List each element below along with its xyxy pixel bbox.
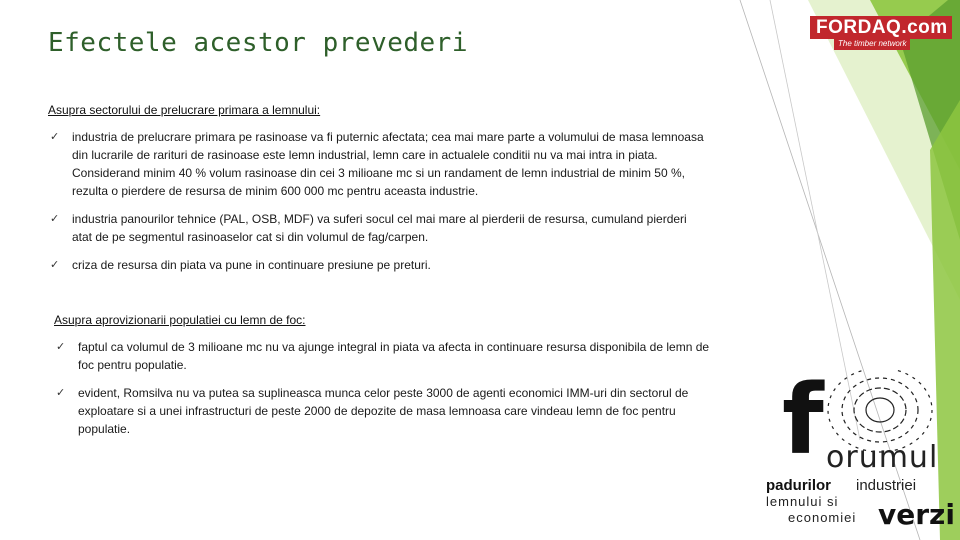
checkmark-icon: ✓	[50, 131, 60, 143]
forum-logo-industriei: industriei	[856, 477, 917, 494]
bullet-text: faptul ca volumul de 3 milioane mc nu va ajunge integral in piata va afecta in continuare resursa disponibila de lemn de foc pentru populatie.	[78, 340, 710, 372]
bullet-list-primary-processing	[50, 128, 710, 284]
forum-logo-lemnului-si: lemnului si	[766, 494, 839, 509]
slide-title: Efectele acestor prevederi	[48, 28, 468, 58]
fordaq-tagline: The timber network	[834, 38, 910, 50]
forum-logo-orumul: orumul	[826, 440, 939, 475]
bullet-list-firewood	[56, 338, 716, 448]
fordaq-logo	[810, 16, 960, 52]
list-item	[50, 256, 710, 274]
forum-logo-economiei: economiei	[788, 510, 857, 525]
list-item	[50, 128, 710, 200]
bullet-text: evident, Romsilva nu va putea sa suplineasca munca celor peste 3000 de agenti economici IMM-uri din sectorul de exploatare si a unei infrastructuri de peste 2000 de depozite de masa lemnoasa care vindeau lemn de foc pentru populatie.	[78, 386, 689, 436]
list-item	[50, 210, 710, 246]
bullet-text: industria de prelucrare primara pe rasinoase va fi puternic afectata; cea mai mare parte a volumului de masa lemnoasa din lucrarile de rarituri de rasinoase este lemn industrial, lemn care in actualele conditii nu va mai intra in piata. Considerand minim 40 % volum rasinoase din cei 3 milioane mc si un randament de lemn industrial de minim 50 %, rezulta o pierdere de resursa de minim 600 000 mc pentru aceasta industrie.	[72, 130, 704, 198]
forum-logo	[760, 364, 960, 540]
bullet-text: criza de resursa din piata va pune in continuare presiune pe preturi.	[72, 258, 431, 272]
section-heading-primary-processing: Asupra sectorului de prelucrare primara a lemnului:	[48, 103, 321, 117]
checkmark-icon: ✓	[50, 213, 60, 225]
forum-logo-f: f	[782, 364, 824, 476]
forum-logo-verzi: verzi	[878, 498, 955, 531]
checkmark-icon: ✓	[56, 341, 66, 353]
forum-logo-padurilor: padurilor	[766, 477, 832, 494]
fordaq-brand: FORDAQ.com	[810, 16, 952, 39]
checkmark-icon: ✓	[56, 387, 66, 399]
list-item	[56, 384, 716, 438]
list-item	[56, 338, 716, 374]
bullet-text: industria panourilor tehnice (PAL, OSB, MDF) va suferi socul cel mai mare al pierderii de resursa, cumuland pierderi atat de pe segmentul rasinoaselor cat si din volumul de fag/carpen.	[72, 212, 687, 244]
checkmark-icon: ✓	[50, 259, 60, 271]
section-heading-firewood: Asupra aprovizionarii populatiei cu lemn de foc:	[54, 313, 306, 327]
